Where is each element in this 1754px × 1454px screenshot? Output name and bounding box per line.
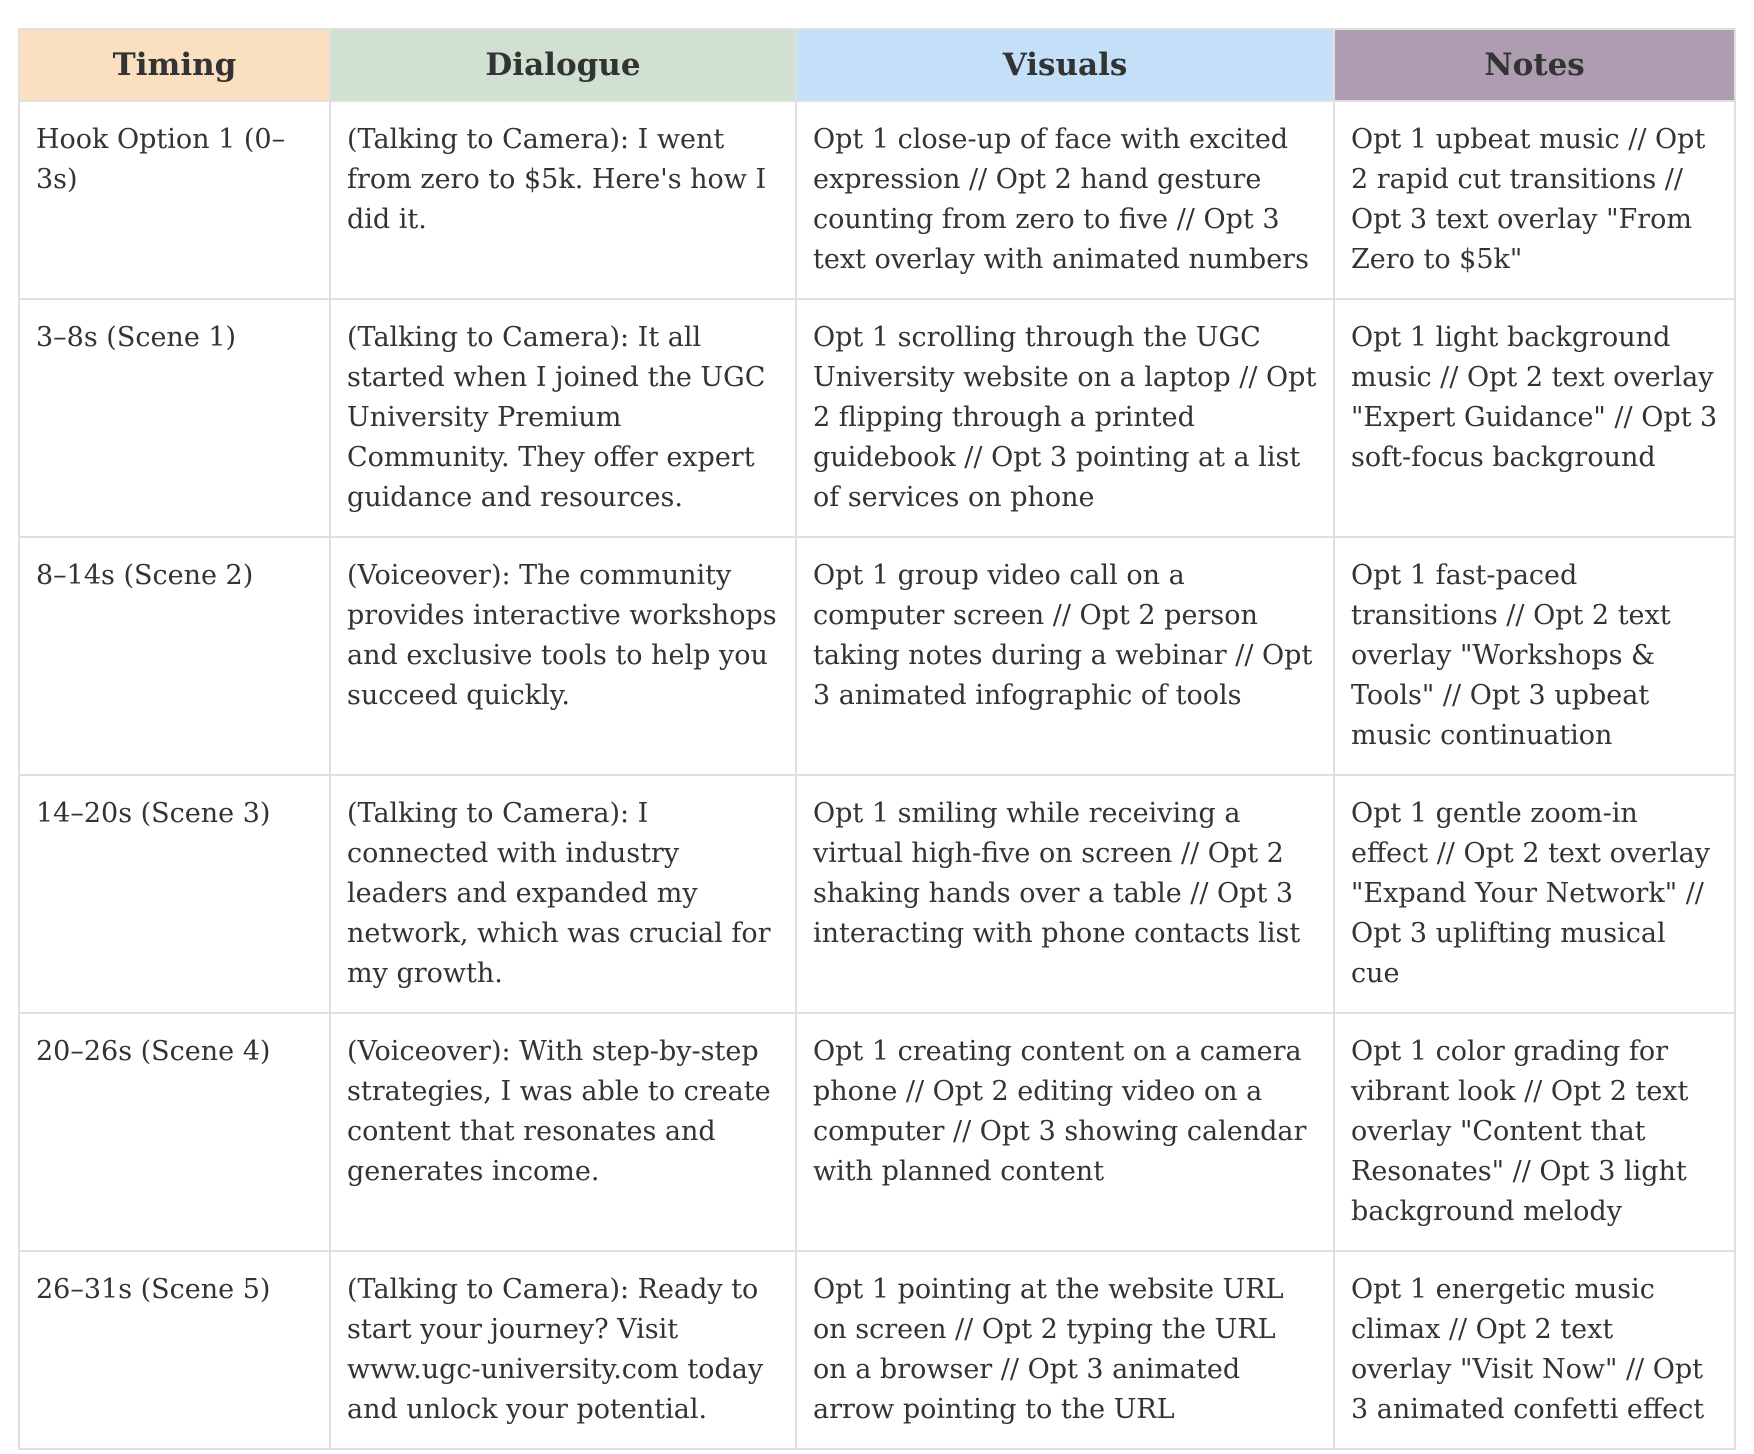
dialogue-cell: (Talking to Camera): Ready to start your journey? Visit www.ugc-university.com today and unlock your potential.	[330, 1251, 796, 1449]
table-row	[19, 101, 1735, 299]
table-row	[19, 1251, 1735, 1449]
notes-cell: Opt 1 light background music // Opt 2 text overlay "Expert Guidance" // Opt 3 soft-focus background	[1334, 299, 1735, 537]
timing-cell: 8–14s (Scene 2)	[19, 537, 330, 775]
table-row	[19, 775, 1735, 1013]
notes-cell: Opt 1 upbeat music // Opt 2 rapid cut transitions // Opt 3 text overlay "From Zero to $5k"	[1334, 101, 1735, 299]
script-table	[18, 28, 1736, 1450]
visuals-cell: Opt 1 scrolling through the UGC University website on a laptop // Opt 2 flipping through a printed guidebook // Opt 3 pointing at a list of services on phone	[796, 299, 1334, 537]
dialogue-cell: (Talking to Camera): I went from zero to $5k. Here's how I did it.	[330, 101, 796, 299]
dialogue-cell: (Talking to Camera): I connected with industry leaders and expanded my network, which was crucial for my growth.	[330, 775, 796, 1013]
header-row	[19, 29, 1735, 101]
visuals-cell: Opt 1 group video call on a computer screen // Opt 2 person taking notes during a webinar // Opt 3 animated infographic of tools	[796, 537, 1334, 775]
table-row	[19, 299, 1735, 537]
timing-cell: 14–20s (Scene 3)	[19, 775, 330, 1013]
notes-cell: Opt 1 gentle zoom-in effect // Opt 2 text overlay "Expand Your Network" // Opt 3 uplifting musical cue	[1334, 775, 1735, 1013]
notes-cell: Opt 1 fast-paced transitions // Opt 2 text overlay "Workshops & Tools" // Opt 3 upbeat music continuation	[1334, 537, 1735, 775]
dialogue-cell: (Voiceover): The community provides interactive workshops and exclusive tools to help you succeed quickly.	[330, 537, 796, 775]
timing-cell: Hook Option 1 (0–3s)	[19, 101, 330, 299]
timing-cell: 26–31s (Scene 5)	[19, 1251, 330, 1449]
dialogue-cell: (Voiceover): With step-by-step strategies, I was able to create content that resonates and generates income.	[330, 1013, 796, 1251]
notes-cell: Opt 1 color grading for vibrant look // Opt 2 text overlay "Content that Resonates" // Opt 3 light background melody	[1334, 1013, 1735, 1251]
timing-cell: 20–26s (Scene 4)	[19, 1013, 330, 1251]
visuals-cell: Opt 1 pointing at the website URL on screen // Opt 2 typing the URL on a browser // Opt 3 animated arrow pointing to the URL	[796, 1251, 1334, 1449]
visuals-cell: Opt 1 close-up of face with excited expression // Opt 2 hand gesture counting from zero to five // Opt 3 text overlay with animated numbers	[796, 101, 1334, 299]
header-notes: Notes	[1334, 29, 1735, 101]
notes-cell: Opt 1 energetic music climax // Opt 2 text overlay "Visit Now" // Opt 3 animated confetti effect	[1334, 1251, 1735, 1449]
table-row	[19, 1013, 1735, 1251]
header-visuals: Visuals	[796, 29, 1334, 101]
dialogue-cell: (Talking to Camera): It all started when I joined the UGC University Premium Community. They offer expert guidance and resources.	[330, 299, 796, 537]
header-dialogue: Dialogue	[330, 29, 796, 101]
visuals-cell: Opt 1 creating content on a camera phone // Opt 2 editing video on a computer // Opt 3 showing calendar with planned content	[796, 1013, 1334, 1251]
table-row	[19, 537, 1735, 775]
header-timing: Timing	[19, 29, 330, 101]
visuals-cell: Opt 1 smiling while receiving a virtual high-five on screen // Opt 2 shaking hands over a table // Opt 3 interacting with phone contacts list	[796, 775, 1334, 1013]
timing-cell: 3–8s (Scene 1)	[19, 299, 330, 537]
